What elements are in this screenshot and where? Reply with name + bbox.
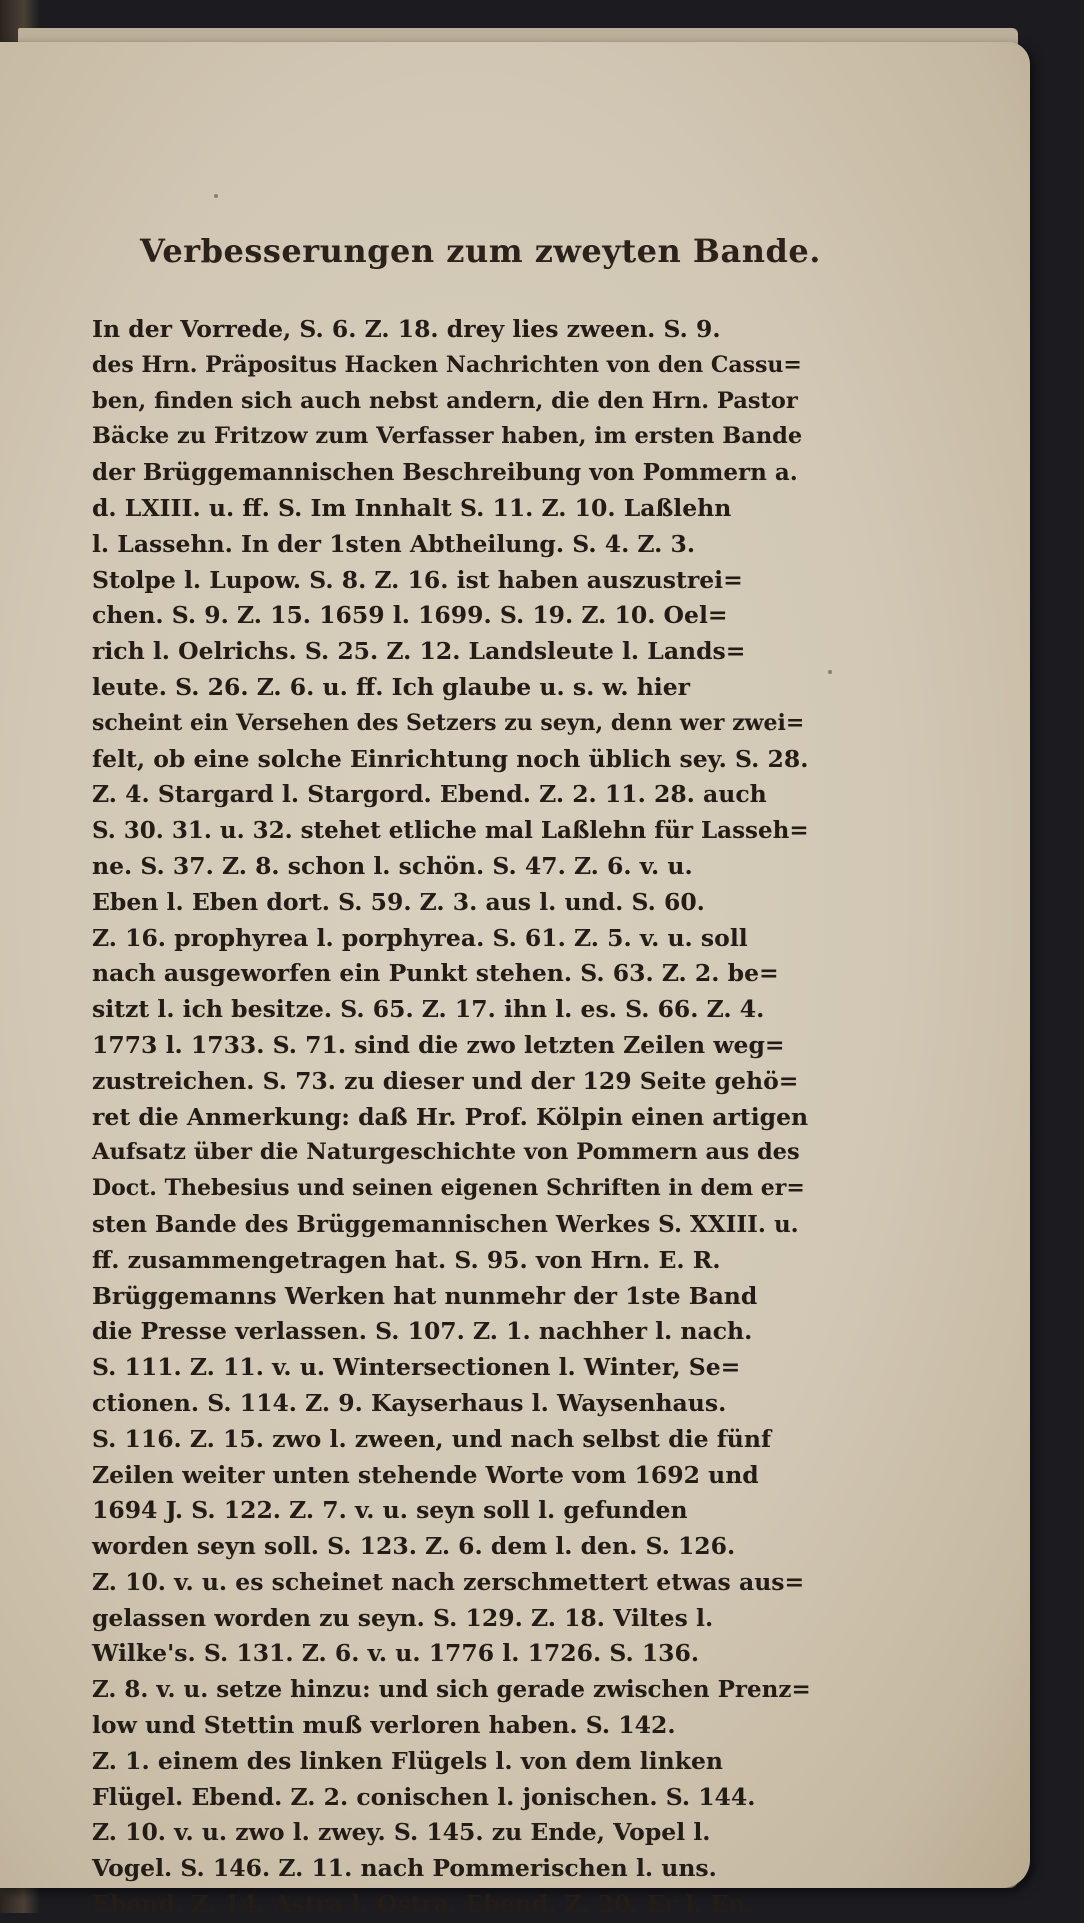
text-line: scheint ein Versehen des Setzers zu seyn, denn wer zwei= bbox=[92, 709, 805, 736]
text-line: zustreichen. S. 73. zu dieser und der 129 Seite gehö= bbox=[92, 1066, 799, 1095]
text-line: nach ausgeworfen ein Punkt stehen. S. 63. Z. 2. be= bbox=[92, 959, 779, 988]
text-line: Z. 8. v. u. setze hinzu: und sich gerade zwischen Prenz= bbox=[92, 1676, 811, 1704]
text-line: S. 111. Z. 11. v. u. Wintersectionen l. Winter, Se= bbox=[92, 1353, 741, 1382]
text-line: Flügel. Ebend. Z. 2. conischen l. jonischen. S. 144. bbox=[92, 1782, 756, 1811]
errata-text-block bbox=[92, 312, 812, 1923]
text-line: l. Lassehn. In der 1sten Abtheilung. S. 4. Z. 3. bbox=[92, 529, 696, 558]
text-line: Z. 10. v. u. zwo l. zwey. S. 145. zu Ende, Vopel l. bbox=[92, 1818, 711, 1847]
text-line: ff. zusammengetragen hat. S. 95. von Hrn. E. R. bbox=[92, 1245, 721, 1274]
text-line: Brüggemanns Werken hat nunmehr der 1ste Band bbox=[92, 1281, 758, 1310]
text-line: der Brüggemannischen Beschreibung von Pommern a. bbox=[92, 459, 798, 487]
text-line: Doct. Thebesius und seinen eigenen Schriften in dem er= bbox=[92, 1175, 805, 1202]
text-line: Z. 4. Stargard l. Stargord. Ebend. Z. 2. 11. 28. auch bbox=[92, 780, 767, 809]
text-line: Zeilen weiter unten stehende Worte vom 1692 und bbox=[92, 1460, 759, 1489]
text-line: rich l. Oelrichs. S. 25. Z. 12. Landsleute l. Lands= bbox=[92, 637, 746, 666]
text-line: In der Vorrede, S. 6. Z. 18. drey lies zween. S. 9. bbox=[92, 315, 721, 343]
text-line: ret die Anmerkung: daß Hr. Prof. Kölpin einen artigen bbox=[92, 1102, 809, 1131]
text-line: Stolpe l. Lupow. S. 8. Z. 16. ist haben auszustrei= bbox=[92, 565, 743, 594]
text-line: worden seyn soll. S. 123. Z. 6. dem l. den. S. 126. bbox=[92, 1532, 736, 1561]
text-line: felt, ob eine solche Einrichtung noch üblich sey. S. 28. bbox=[92, 744, 809, 773]
text-line: low und Stettin muß verloren haben. S. 142. bbox=[92, 1711, 676, 1740]
text-line: d. LXIII. u. ff. S. Im Innhalt S. 11. Z. 10. Laßlehn bbox=[92, 493, 732, 522]
text-line: Z. 16. prophyrea l. porphyrea. S. 61. Z. 5. v. u. soll bbox=[92, 923, 748, 952]
text-line: chen. S. 9. Z. 15. 1659 l. 1699. S. 19. Z. 10. Oel= bbox=[92, 601, 728, 630]
text-line: sten Bande des Brüggemannischen Werkes S. XXIII. u. bbox=[92, 1210, 799, 1238]
text-line: gelassen worden zu seyn. S. 129. Z. 18. Viltes l. bbox=[92, 1603, 714, 1632]
paper-speck bbox=[828, 670, 832, 674]
text-line: Wilke's. S. 131. Z. 6. v. u. 1776 l. 1726. S. 136. bbox=[92, 1639, 700, 1668]
text-line: Aufsatz über die Naturgeschichte von Pommern aus des bbox=[92, 1139, 800, 1166]
text-line: ne. S. 37. Z. 8. schon l. schön. S. 47. Z. 6. v. u. bbox=[92, 851, 693, 880]
text-line: ben, finden sich auch nebst andern, die den Hrn. Pastor bbox=[92, 387, 798, 414]
text-line: die Presse verlassen. S. 107. Z. 1. nachher l. nach. bbox=[92, 1317, 753, 1346]
text-line: des Hrn. Präpositus Hacken Nachrichten von den Cassu= bbox=[92, 351, 802, 378]
text-line: 1773 l. 1733. S. 71. sind die zwo letzten Zeilen weg= bbox=[92, 1030, 785, 1059]
text-line: Vogel. S. 146. Z. 11. nach Pommerischen l. uns. bbox=[92, 1854, 717, 1883]
book-page bbox=[0, 42, 1030, 1919]
text-line: Z. 1. einem des linken Flügels l. von dem linken bbox=[92, 1746, 724, 1775]
text-line: leute. S. 26. Z. 6. u. ff. Ich glaube u. s. w. hier bbox=[92, 672, 691, 701]
text-line: Ebend. Z. 14. Astra l. Ostra. Ebend. Z. 20. Er l. En. bbox=[92, 1890, 754, 1919]
text-line: 1694 J. S. 122. Z. 7. v. u. seyn soll l. gefunden bbox=[92, 1496, 688, 1525]
paper-speck bbox=[214, 194, 218, 198]
text-line: sitzt l. ich besitze. S. 65. Z. 17. ihn l. es. S. 66. Z. 4. bbox=[92, 995, 765, 1024]
text-line: Eben l. Eben dort. S. 59. Z. 3. aus l. und. S. 60. bbox=[92, 887, 705, 916]
text-line: S. 116. Z. 15. zwo l. zween, und nach selbst die fünf bbox=[92, 1424, 772, 1453]
page-heading: Verbesserungen zum zweyten Bande. bbox=[140, 232, 821, 270]
text-line: Bäcke zu Fritzow zum Verfasser haben, im ersten Bande bbox=[92, 423, 803, 450]
text-line: Z. 10. v. u. es scheinet nach zerschmettert etwas aus= bbox=[92, 1567, 805, 1596]
text-line: ctionen. S. 114. Z. 9. Kayserhaus l. Waysenhaus. bbox=[92, 1388, 727, 1417]
text-line: S. 30. 31. u. 32. stehet etliche mal Laßlehn für Lasseh= bbox=[92, 817, 809, 845]
